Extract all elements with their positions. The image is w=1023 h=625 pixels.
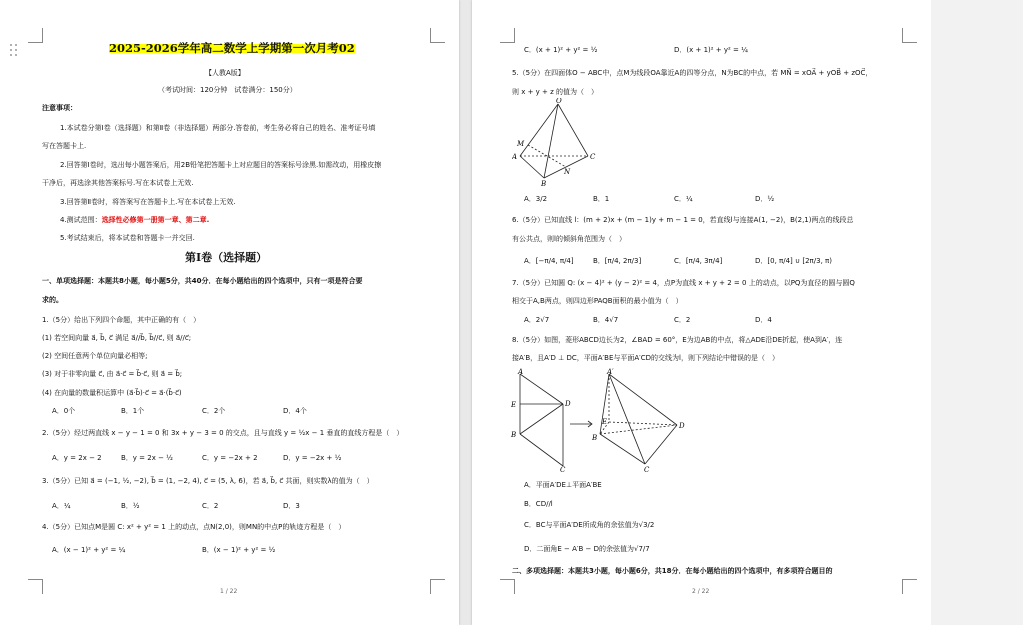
crop-mark — [430, 28, 445, 43]
notice-heading: 注意事项： — [42, 104, 77, 112]
question-6-cont: 有公共点，则l的倾斜角范围为（ ） — [512, 235, 626, 243]
crop-mark — [28, 579, 43, 594]
document-title: 2025-2026学年高二数学上学期第一次月考02 — [109, 41, 355, 55]
vertex-label: M — [517, 140, 525, 148]
question-8: 8.（5分）如图，菱形ABCD边长为2，∠BAD = 60°，E为边AB的中点，将△ADE沿DE折起，使A到A′，连 — [512, 336, 843, 344]
option: C．[π/4, 3π/4] — [674, 257, 723, 265]
notice-line: 写在答题卡上. — [42, 142, 87, 150]
question-1-item: (2) 空间任意两个单位向量必相等; — [42, 352, 148, 360]
option: D．4个 — [283, 407, 307, 415]
option: D．[0, π/4] ∪ [2π/3, π) — [755, 257, 832, 265]
page-2 — [472, 0, 931, 625]
notice-line: 干净后，再选涂其他答案标号.写在本试卷上无效. — [42, 179, 194, 187]
part-heading-cont: 求的。 — [42, 296, 63, 304]
option: A．[−π/4, π/4] — [524, 257, 574, 265]
scope-value: 选择性必修第一册第一章、第二章. — [101, 216, 210, 224]
option: A．3/2 — [524, 195, 548, 203]
question-7-cont: 相交于A,B两点，则四边形PAQB面积的最小值为（ ） — [512, 297, 683, 305]
option: C．2 — [202, 502, 219, 510]
option: D．4 — [755, 316, 772, 324]
option: B．(x − 1)² + y² = ½ — [202, 546, 276, 554]
question-5-cont: 则 x + y + z 的值为（ ） — [512, 88, 599, 96]
option: C．2 — [674, 316, 691, 324]
question-1-item: (4) 在向量的数量积运算中 (a⃗·b⃗)·c⃗ = a⃗·(b⃗·c⃗) — [42, 389, 182, 397]
exam-info: （考试时间：120分钟 试卷满分：150分） — [158, 86, 297, 94]
option: A．2√7 — [524, 316, 550, 324]
option: B．y = 2x − ½ — [121, 454, 173, 462]
crop-mark — [902, 579, 917, 594]
option: B．[π/4, 2π/3] — [593, 257, 642, 265]
page-number: 2 / 22 — [692, 588, 710, 595]
vertex-label: B — [592, 434, 598, 442]
option: B．½ — [121, 502, 140, 510]
question-4: 4.（5分）已知点M是圆 C: x² + y² = 1 上的动点，点N(2,0)，则MN的中点P的轨迹方程是（ ） — [42, 523, 346, 531]
vertex-label: A′ — [607, 368, 614, 376]
option: C．2个 — [202, 407, 226, 415]
edition-label: 【人教A版】 — [205, 69, 245, 77]
vertex-label: C — [590, 153, 596, 161]
question-8-cont: 接A′B，且A′D ⊥ DC，平面A′BE与平面A′CD的交线为l，则下列结论中错误的是（ ） — [512, 354, 779, 362]
option: B．CD//l — [524, 500, 553, 508]
option: C．BC与平面A′DE所成角的余弦值为√3/2 — [524, 521, 655, 529]
option: C．(x + 1)² + y² = ½ — [524, 46, 598, 54]
option: A．(x − 1)² + y² = ¼ — [52, 546, 126, 554]
vertex-label: B — [511, 431, 517, 439]
folding-figure — [508, 366, 688, 472]
notice-line: 5.考试结束后，将本试卷和答题卡一并交回. — [60, 234, 195, 242]
part-heading: 二、多项选择题：本题共3小题，每小题6分，共18分．在每小题给出的四个选项中，有多项符合题目的 — [512, 567, 833, 575]
part-heading: 一、单项选择题：本题共8小题，每小题5分，共40分．在每小题给出的四个选项中，只有一项是符合要 — [42, 277, 363, 285]
vertex-label: E — [602, 418, 608, 426]
question-2: 2.（5分）经过两直线 x − y − 1 = 0 和 3x + y − 3 = 0 的交点，且与直线 y = ½x − 1 垂直的直线方程是（ ） — [42, 429, 404, 437]
crop-mark — [28, 28, 43, 43]
question-1-item: (3) 对于非零向量 c⃗, 由 a⃗·c⃗ = b⃗·c⃗, 则 a⃗ = b⃗; — [42, 370, 183, 378]
vertex-label: O — [556, 98, 562, 105]
drag-handle-icon[interactable] — [10, 44, 20, 58]
question-6: 6.（5分）已知直线 l：(m + 2)x + (m − 1)y + m − 1 = 0，若直线l与连接A(1, −2)，B(2,1)两点的线段总 — [512, 216, 854, 224]
tetrahedron-figure — [512, 98, 612, 188]
notice-line — [60, 216, 209, 225]
notice-line: 1.本试卷分第Ⅰ卷（选择题）和第Ⅱ卷（非选择题）两部分.答卷前，考生务必将自己的姓名、准考证号填 — [60, 124, 376, 132]
workspace-background — [931, 0, 1023, 625]
option: D．y = −2x + ½ — [283, 454, 342, 462]
page-1 — [0, 0, 459, 625]
vertex-label: D — [565, 400, 571, 408]
option: D．二面角E − A′B − D的余弦值为√7/7 — [524, 545, 650, 553]
option: C．y = −2x + 2 — [202, 454, 258, 462]
option: B．4√7 — [593, 316, 619, 324]
question-3: 3.（5分）已知 a⃗ = (−1, ½, −2), b⃗ = (1, −2, 4), c⃗ = (5, λ, 6)，若 a⃗, b⃗, c⃗ 共面，则实数λ的值为（ ） — [42, 477, 374, 485]
crop-mark — [902, 28, 917, 43]
question-1: 1.（5分）给出下列四个命题，其中正确的有（ ） — [42, 316, 201, 324]
option: D．(x + 1)² + y² = ¼ — [674, 46, 748, 54]
scope-label: 4.测试范围： — [60, 216, 102, 224]
vertex-label: D — [679, 422, 685, 430]
vertex-label: A — [518, 368, 524, 376]
question-7: 7.（5分）已知圆 Q: (x − 4)² + (y − 2)² = 4，点P为直线 x + y + 2 = 0 上的动点，以PQ为直径的圆与圆Q — [512, 279, 855, 287]
vertex-label: A — [512, 153, 518, 161]
option: A．y = 2x − 2 — [52, 454, 102, 462]
vertex-label: C — [644, 466, 650, 472]
page-number: 1 / 22 — [220, 588, 238, 595]
option: D．½ — [755, 195, 775, 203]
crop-mark — [430, 579, 445, 594]
crop-mark — [500, 579, 515, 594]
option: C．¼ — [674, 195, 693, 203]
crop-mark — [500, 28, 515, 43]
question-5: 5.（5分）在四面体O − ABC中，点M为线段OA靠近A的四等分点，N为BC的中点，若 MN⃗ = xOA⃗ + yOB⃗ + zOC⃗， — [512, 69, 873, 77]
option: A．¼ — [52, 502, 71, 510]
vertex-label: N — [564, 168, 571, 176]
option: B．1个 — [121, 407, 145, 415]
option: A．平面A′DE⊥平面A′BE — [524, 481, 602, 489]
notice-line: 3.回答第Ⅱ卷时，将答案写在答题卡上.写在本试卷上无效. — [60, 198, 236, 206]
option: A．0个 — [52, 407, 76, 415]
option: D．3 — [283, 502, 300, 510]
notice-line: 2.回答第Ⅰ卷时，选出每小题答案后，用2B铅笔把答题卡上对应题目的答案标号涂黑.如需改动，用橡皮擦 — [60, 161, 382, 169]
option: B．1 — [593, 195, 610, 203]
section-title: 第Ⅰ卷（选择题） — [185, 251, 268, 264]
vertex-label: E — [511, 401, 517, 409]
vertex-label: C — [560, 466, 566, 472]
question-1-item: (1) 若空间向量 a⃗, b⃗, c⃗ 满足 a⃗//b⃗, b⃗//c⃗, 则 a⃗//c⃗; — [42, 334, 192, 342]
vertex-label: B — [541, 180, 547, 188]
